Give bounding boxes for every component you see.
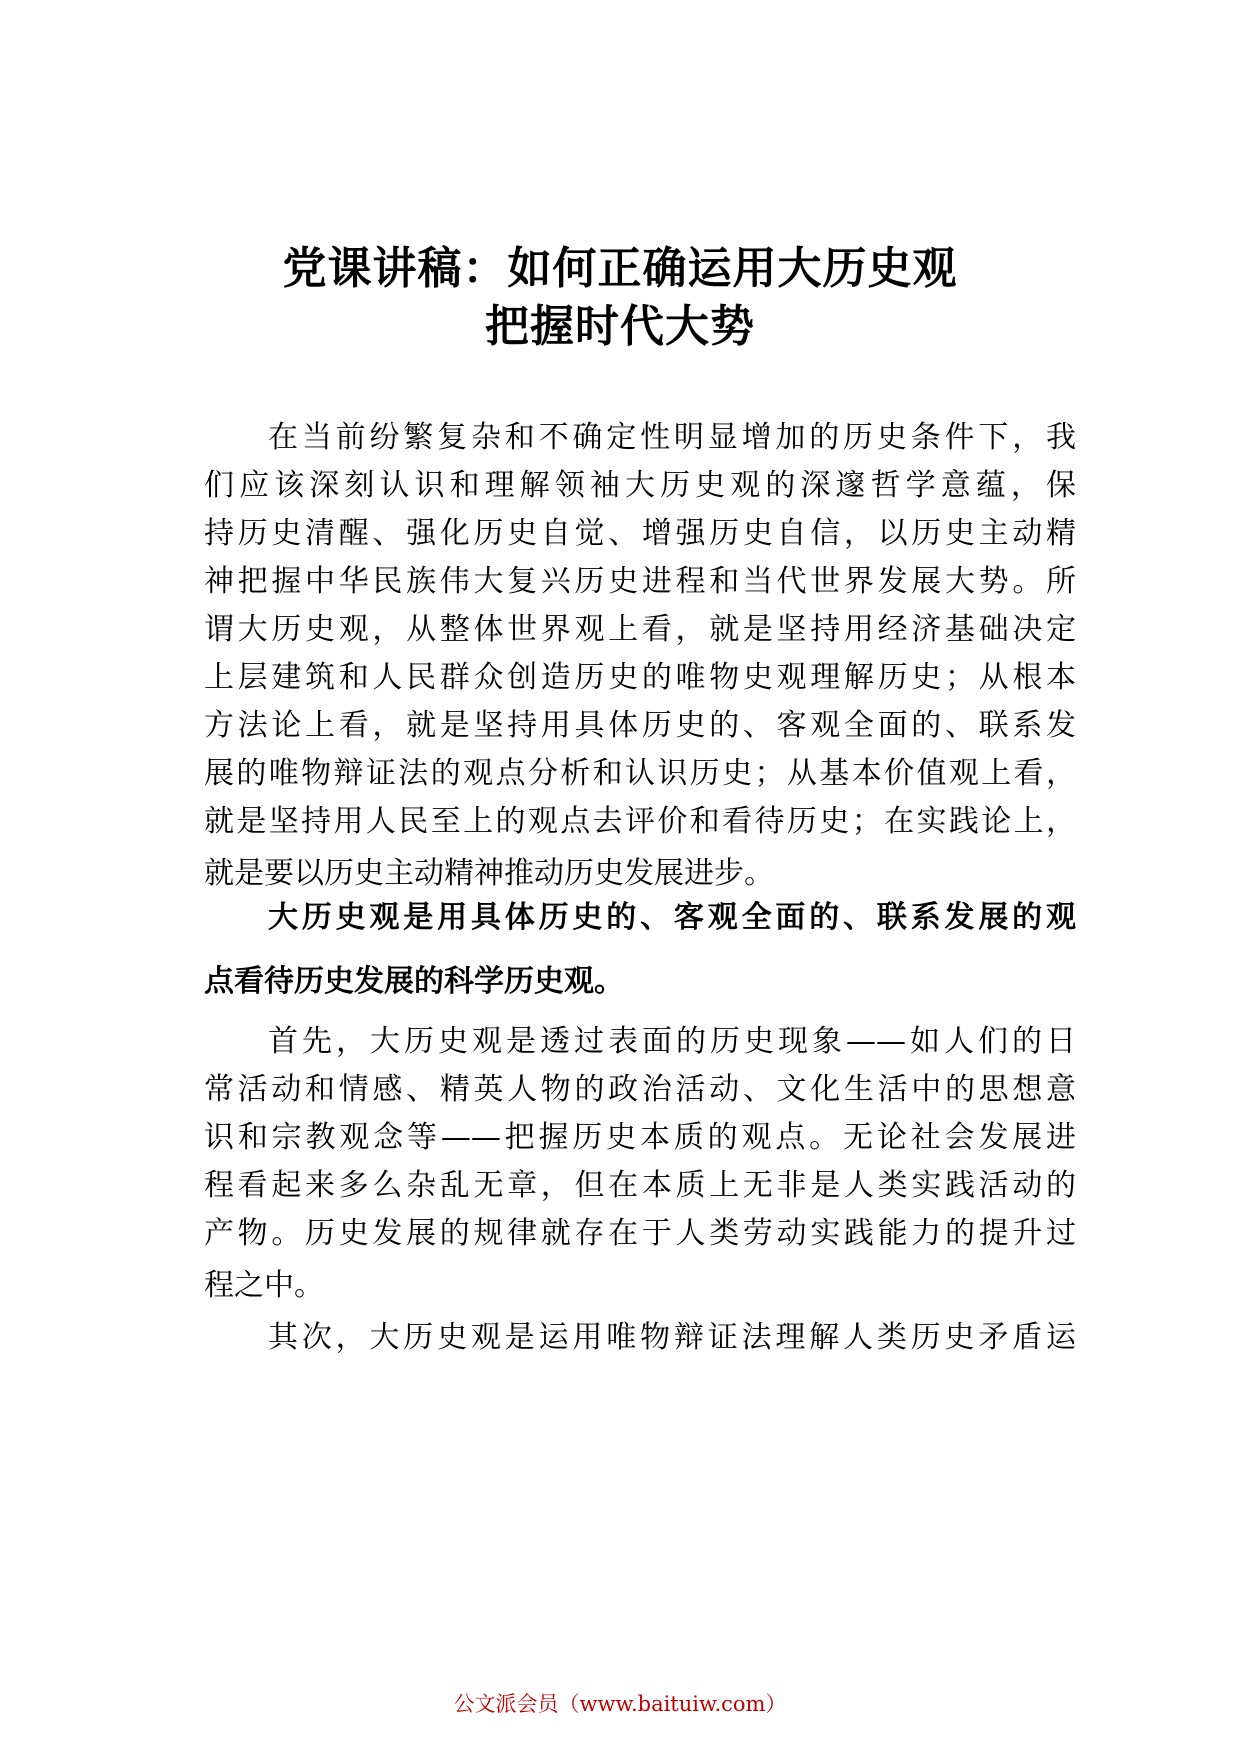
- document-title-line-1: 党课讲稿：如何正确运用大历史观: [282, 243, 958, 294]
- paragraph-1-line-4: 神把握中华民族伟大复兴历史进程和当代世界发展大势。所: [204, 564, 1076, 599]
- paragraph-1-line-6: 上层建筑和人民群众创造历史的唯物史观理解历史；从根本: [204, 660, 1076, 695]
- paragraph-1-line-10: 就是要以历史主动精神推动历史发展进步。: [204, 856, 774, 891]
- section-heading-line-1: 大历史观是用具体历史的、客观全面的、联系发展的观: [268, 900, 1076, 935]
- paragraph-1-line-9: 就是坚持用人民至上的观点去评价和看待历史；在实践论上，: [204, 804, 1076, 839]
- paragraph-2-line-1: 首先，大历史观是透过表面的历史现象——如人们的日: [268, 1024, 1076, 1059]
- section-heading-line-2: 点看待历史发展的科学历史观。: [204, 964, 624, 999]
- paragraph-1-line-2: 们应该深刻认识和理解领袖大历史观的深邃哲学意蕴，保: [204, 468, 1076, 503]
- paragraph-2-line-6: 程之中。: [204, 1268, 324, 1303]
- paragraph-1-line-3: 持历史清醒、强化历史自觉、增强历史自信，以历史主动精: [204, 516, 1076, 551]
- paragraph-3-line-1: 其次，大历史观是运用唯物辩证法理解人类历史矛盾运: [268, 1320, 1076, 1355]
- paragraph-2-line-5: 产物。历史发展的规律就存在于人类劳动实践能力的提升过: [204, 1216, 1076, 1251]
- paragraph-2-line-3: 识和宗教观念等——把握历史本质的观点。无论社会发展进: [204, 1120, 1076, 1155]
- paragraph-1-line-8: 展的唯物辩证法的观点分析和认识历史；从基本价值观上看，: [204, 756, 1076, 791]
- paragraph-2-line-4: 程看起来多么杂乱无章，但在本质上无非是人类实践活动的: [204, 1168, 1076, 1203]
- paragraph-1-line-1: 在当前纷繁复杂和不确定性明显增加的历史条件下，我: [268, 420, 1076, 455]
- paragraph-1-line-5: 谓大历史观，从整体世界观上看，就是坚持用经济基础决定: [204, 612, 1076, 647]
- paragraph-2-line-2: 常活动和情感、精英人物的政治活动、文化生活中的思想意: [204, 1072, 1076, 1107]
- footer-link[interactable]: 公文派会员（www.baituiw.com）: [453, 1692, 787, 1716]
- document-title-line-2: 把握时代大势: [485, 301, 755, 352]
- paragraph-1-line-7: 方法论上看，就是坚持用具体历史的、客观全面的、联系发: [204, 708, 1076, 743]
